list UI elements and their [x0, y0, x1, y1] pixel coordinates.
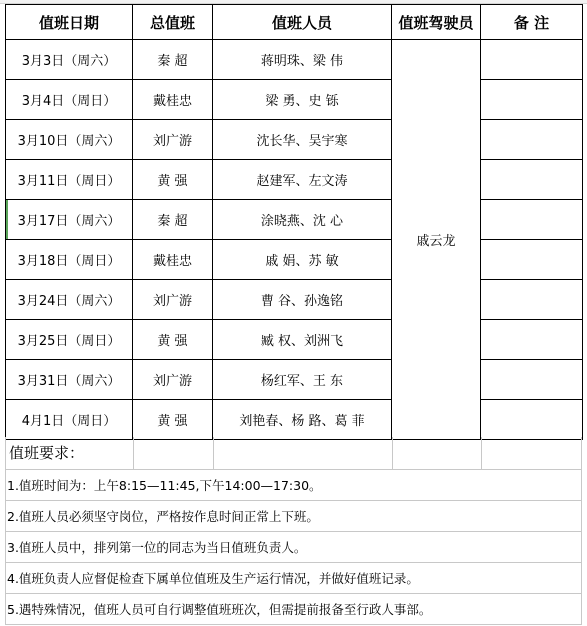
remarks-cell[interactable] — [481, 120, 583, 160]
staff-cell[interactable]: 曹 谷、孙逸铭 — [213, 280, 392, 320]
remarks-cell[interactable] — [481, 400, 583, 440]
date-cell[interactable]: 3月4日（周日） — [6, 80, 133, 120]
date-cell[interactable]: 3月17日（周六） — [6, 200, 133, 240]
staff-cell[interactable]: 蒋明珠、梁 伟 — [213, 40, 392, 80]
chief-cell[interactable]: 戴桂忠 — [133, 80, 213, 120]
date-cell[interactable]: 3月24日（周六） — [6, 280, 133, 320]
duty-schedule-table — [5, 4, 583, 440]
remarks-cell[interactable] — [481, 200, 583, 240]
table-header-row — [6, 5, 583, 40]
requirement-item[interactable]: 3.值班人员中，排列第一位的同志为当日值班负责人。 — [5, 532, 582, 563]
table-row — [6, 320, 583, 360]
date-cell[interactable]: 3月31日（周六） — [6, 360, 133, 400]
staff-cell[interactable]: 沈长华、吴宇寒 — [213, 120, 392, 160]
remarks-cell[interactable] — [481, 80, 583, 120]
chief-cell[interactable]: 刘广游 — [133, 280, 213, 320]
chief-cell[interactable]: 秦 超 — [133, 40, 213, 80]
requirement-item[interactable]: 4.值班负责人应督促检查下属单位值班及生产运行情况，并做好值班记录。 — [5, 563, 582, 594]
table-row — [6, 240, 583, 280]
requirements-title-row[interactable] — [5, 437, 582, 470]
remarks-cell[interactable] — [481, 280, 583, 320]
date-cell[interactable]: 3月3日（周六） — [6, 40, 133, 80]
chief-cell[interactable]: 黄 强 — [133, 400, 213, 440]
staff-cell[interactable]: 戚 娟、苏 敏 — [213, 240, 392, 280]
chief-cell[interactable]: 黄 强 — [133, 160, 213, 200]
table-row — [6, 160, 583, 200]
grid-line — [133, 437, 134, 469]
grid-line — [481, 437, 482, 469]
table-row — [6, 120, 583, 160]
table-row — [6, 400, 583, 440]
header-remarks[interactable]: 备 注 — [481, 5, 583, 40]
header-staff[interactable]: 值班人员 — [213, 5, 392, 40]
remarks-cell[interactable] — [481, 360, 583, 400]
staff-cell[interactable]: 刘艳春、杨 路、葛 菲 — [213, 400, 392, 440]
chief-cell[interactable]: 秦 超 — [133, 200, 213, 240]
table-row — [6, 200, 583, 240]
driver-cell[interactable]: 戚云龙 — [392, 40, 481, 440]
requirement-item[interactable]: 5.遇特殊情况，值班人员可自行调整值班班次，但需提前报备至行政人事部。 — [5, 594, 582, 625]
staff-cell[interactable]: 杨红军、王 东 — [213, 360, 392, 400]
table-row — [6, 280, 583, 320]
table-row — [6, 360, 583, 400]
date-cell[interactable]: 3月10日（周六） — [6, 120, 133, 160]
requirement-item[interactable]: 1.值班时间为：上午8:15—11:45,下午14:00—17:30。 — [5, 470, 582, 501]
header-chief[interactable]: 总值班 — [133, 5, 213, 40]
requirements-title: 值班要求： — [9, 444, 85, 462]
chief-cell[interactable]: 刘广游 — [133, 120, 213, 160]
table-row — [6, 80, 583, 120]
requirement-item[interactable]: 2.值班人员必须坚守岗位，严格按作息时间正常上下班。 — [5, 501, 582, 532]
chief-cell[interactable]: 刘广游 — [133, 360, 213, 400]
header-date[interactable]: 值班日期 — [6, 5, 133, 40]
staff-cell[interactable]: 赵建军、左文涛 — [213, 160, 392, 200]
remarks-cell[interactable] — [481, 320, 583, 360]
header-driver[interactable]: 值班驾驶员 — [392, 5, 481, 40]
chief-cell[interactable]: 黄 强 — [133, 320, 213, 360]
remarks-cell[interactable] — [481, 40, 583, 80]
chief-cell[interactable]: 戴桂忠 — [133, 240, 213, 280]
date-cell[interactable]: 3月18日（周日） — [6, 240, 133, 280]
staff-cell[interactable]: 梁 勇、史 铄 — [213, 80, 392, 120]
date-cell[interactable]: 4月1日（周日） — [6, 400, 133, 440]
grid-line — [213, 437, 214, 469]
staff-cell[interactable]: 臧 权、刘洲飞 — [213, 320, 392, 360]
grid-line — [392, 437, 393, 469]
remarks-cell[interactable] — [481, 160, 583, 200]
staff-cell[interactable]: 涂晓燕、沈 心 — [213, 200, 392, 240]
date-cell[interactable]: 3月11日（周日） — [6, 160, 133, 200]
duty-requirements — [5, 437, 582, 625]
table-row — [6, 40, 583, 80]
date-cell[interactable]: 3月25日（周日） — [6, 320, 133, 360]
remarks-cell[interactable] — [481, 240, 583, 280]
